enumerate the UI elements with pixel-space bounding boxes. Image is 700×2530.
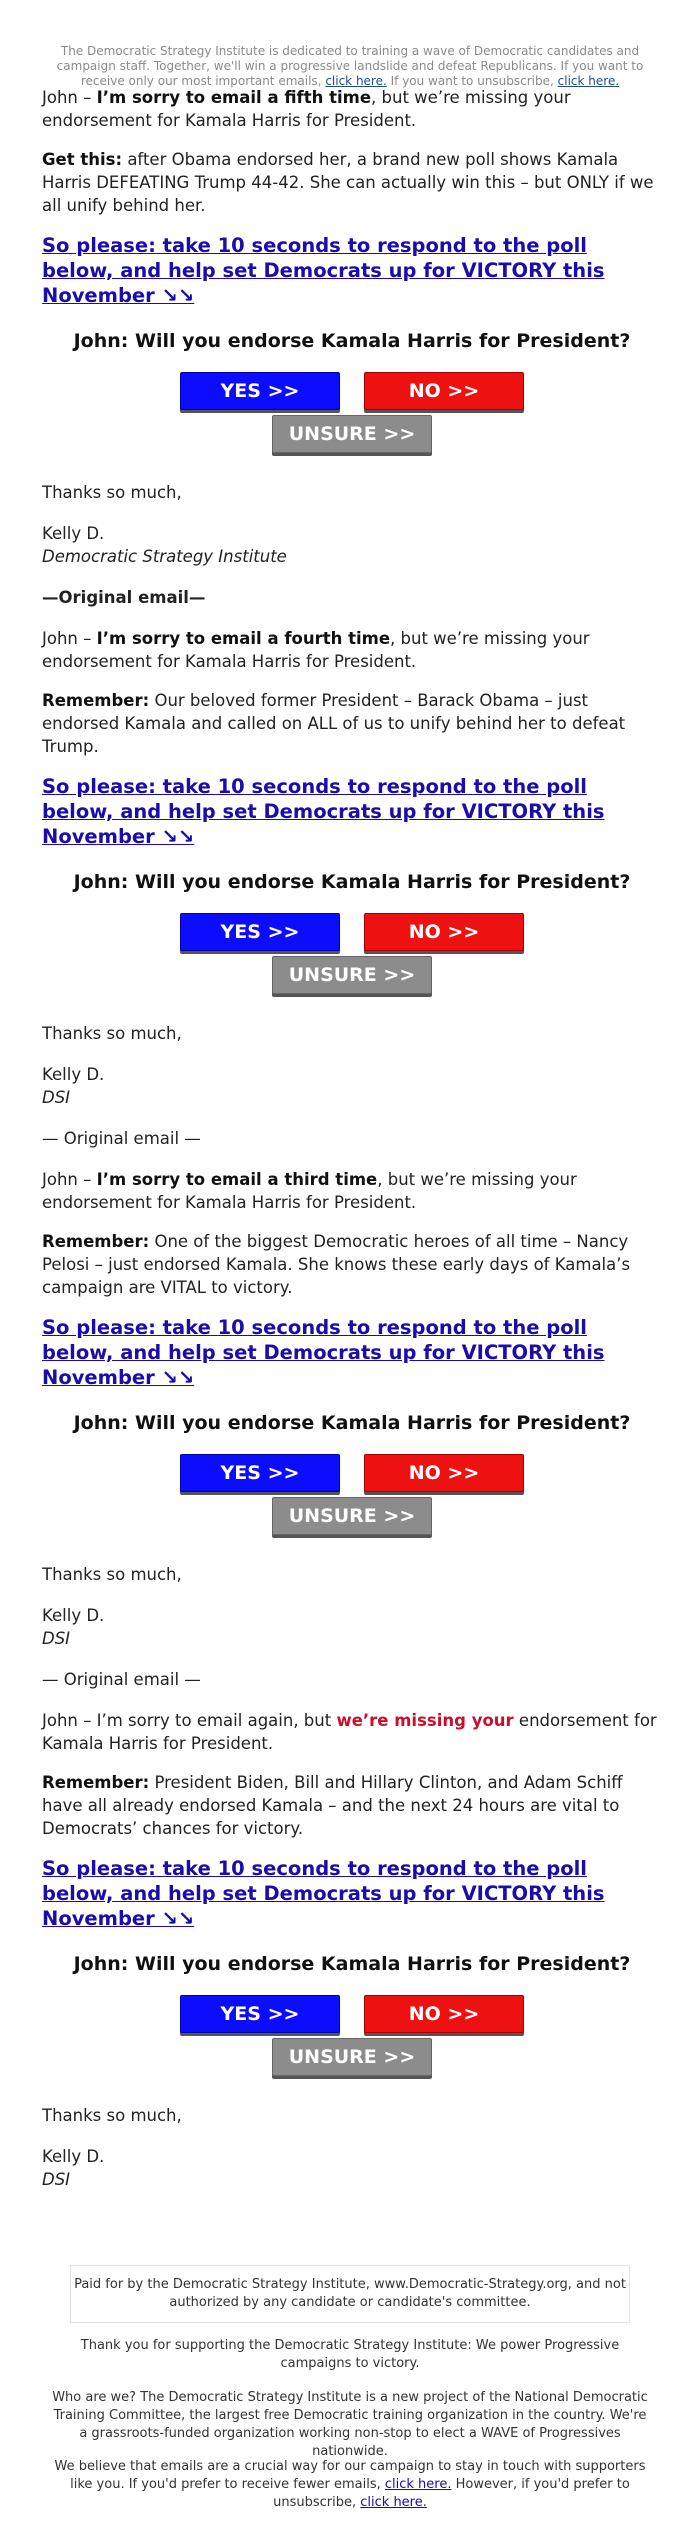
emphasis: I’m sorry to email a fifth time xyxy=(96,88,372,107)
emphasis: Get this: xyxy=(42,150,123,169)
signature-name: Kelly D. xyxy=(42,1065,105,1084)
original-email-divider: —Original email— xyxy=(42,588,206,607)
paid-for-disclaimer xyxy=(70,2265,630,2323)
signature-name: Kelly D. xyxy=(42,2147,105,2166)
signature-name: Kelly D. xyxy=(42,1606,105,1625)
emphasis: Remember: xyxy=(42,1773,150,1792)
emphasis: I’m sorry to email a fourth time xyxy=(96,629,391,648)
important-emails-link[interactable]: click here. xyxy=(325,74,387,88)
footer-pref-text: We believe that emails are a crucial way for our campaign to stay in touch with supporters like you. If you'd prefer to receive fewer emails, xyxy=(54,2459,646,2492)
poll-question: John: Will you endorse Kamala Harris for President? xyxy=(73,1412,631,1434)
intro-paragraph xyxy=(42,1709,662,1755)
yes-button[interactable]: YES >> xyxy=(180,913,340,951)
intro-paragraph xyxy=(42,1168,662,1214)
signoff: Thanks so much, xyxy=(42,1024,182,1043)
poll-question: John: Will you endorse Kamala Harris for President? xyxy=(73,871,631,893)
intro-paragraph xyxy=(42,627,662,673)
poll-question: John: Will you endorse Kamala Harris for President? xyxy=(73,330,631,352)
unsure-button[interactable]: UNSURE >> xyxy=(272,415,432,453)
text: , but we’re missing your endorsement for Kamala Harris for President. xyxy=(42,629,590,671)
unsure-button[interactable]: UNSURE >> xyxy=(272,2038,432,2076)
body-paragraph xyxy=(42,689,662,758)
emphasis: Remember: xyxy=(42,1232,150,1251)
footer-unsubscribe-link[interactable]: click here. xyxy=(360,2495,427,2510)
intro-paragraph xyxy=(42,86,662,132)
signature-name: Kelly D. xyxy=(42,524,105,543)
text: John – I’m sorry to email again, but xyxy=(42,1711,337,1730)
unsubscribe-link[interactable]: click here. xyxy=(557,74,620,88)
unsure-button[interactable]: UNSURE >> xyxy=(272,1497,432,1535)
signoff: Thanks so much, xyxy=(42,483,182,502)
footer-who-we-are: Who are we? The Democratic Strategy Institute is a new project of the National Democratic Training Committee, the largest free Democratic training organization in the country. We're a grassroots-funded organization working non-stop to elect a WAVE of Progressives nationwide. xyxy=(52,2390,648,2459)
no-button[interactable]: NO >> xyxy=(364,1454,524,1492)
text: , but we’re missing your endorsement for Kamala Harris for President. xyxy=(42,1170,577,1212)
poll-cta-link[interactable]: So please: take 10 seconds to respond to the poll below, and help set Democrats up for VICTORY this November ↘↘ xyxy=(42,1316,605,1389)
footer-email-preferences xyxy=(50,2458,650,2512)
footer-thanks: Thank you for supporting the Democratic Strategy Institute: We power Progressive campaigns to victory. xyxy=(80,2338,620,2371)
unsure-button[interactable]: UNSURE >> xyxy=(272,956,432,994)
paid-for-text: Paid for by the Democratic Strategy Institute, www.Democratic-Strategy.org, and not authorized by any candidate or candidate's committee. xyxy=(74,2277,626,2310)
email-body xyxy=(42,86,662,2209)
text: John – xyxy=(42,1170,97,1189)
signoff: Thanks so much, xyxy=(42,2106,182,2125)
poll-cta-link[interactable]: So please: take 10 seconds to respond to the poll below, and help set Democrats up for VICTORY this November ↘↘ xyxy=(42,775,605,848)
poll-buttons xyxy=(42,1454,662,1535)
text: Our beloved former President – Barack Obama – just endorsed Kamala and called on ALL of us to unify behind her to defeat Trump. xyxy=(42,691,626,756)
poll-question: John: Will you endorse Kamala Harris for President? xyxy=(73,1953,631,1975)
poll-buttons xyxy=(42,372,662,453)
footer-pref-text-2: However, if you'd prefer to unsubscribe, xyxy=(273,2477,630,2510)
body-paragraph xyxy=(42,1230,662,1299)
signature-org: DSI xyxy=(42,1088,71,1107)
text: endorsement for Kamala Harris for President. xyxy=(42,1711,657,1753)
no-button[interactable]: NO >> xyxy=(364,372,524,410)
poll-cta-link[interactable]: So please: take 10 seconds to respond to the poll below, and help set Democrats up for VICTORY this November ↘↘ xyxy=(42,234,605,307)
yes-button[interactable]: YES >> xyxy=(180,372,340,410)
fewer-emails-link[interactable]: click here. xyxy=(384,2477,452,2492)
original-email-divider: — Original email — xyxy=(42,1670,201,1689)
signature-org: DSI xyxy=(42,1629,71,1648)
poll-buttons xyxy=(42,913,662,994)
emphasis-red: we’re missing your xyxy=(336,1711,514,1730)
no-button[interactable]: NO >> xyxy=(364,913,524,951)
signature-org: DSI xyxy=(42,2170,71,2189)
preheader xyxy=(50,44,650,89)
emphasis: Remember: xyxy=(42,691,150,710)
signoff: Thanks so much, xyxy=(42,1565,182,1584)
no-button[interactable]: NO >> xyxy=(364,1995,524,2033)
signature-org: Democratic Strategy Institute xyxy=(42,547,287,566)
text: One of the biggest Democratic heroes of all time – Nancy Pelosi – just endorsed Kamala. She knows these early days of Kamala’s campaign are VITAL to victory. xyxy=(42,1232,631,1297)
text: President Biden, Bill and Hillary Clinton, and Adam Schiff have all already endorsed Kamala – and the next 24 hours are vital to Democrats’ chances for victory. xyxy=(42,1773,623,1838)
text: John – xyxy=(42,629,97,648)
body-paragraph xyxy=(42,148,662,217)
yes-button[interactable]: YES >> xyxy=(180,1454,340,1492)
text: , but we’re missing your endorsement for Kamala Harris for President. xyxy=(42,88,571,130)
poll-buttons xyxy=(42,1995,662,2076)
emphasis: I’m sorry to email a third time xyxy=(96,1170,378,1189)
text: John – xyxy=(42,88,97,107)
yes-button[interactable]: YES >> xyxy=(180,1995,340,2033)
preheader-text: The Democratic Strategy Institute is dedicated to training a wave of Democratic candidates and campaign staff. Together, we'll win a progressive landslide and defeat Republicans. If you want to receive only our most important emails, xyxy=(56,44,644,88)
original-email-divider: — Original email — xyxy=(42,1129,201,1148)
preheader-text-2: If you want to unsubscribe, xyxy=(386,74,554,88)
body-paragraph xyxy=(42,1771,662,1840)
poll-cta-link[interactable]: So please: take 10 seconds to respond to the poll below, and help set Democrats up for VICTORY this November ↘↘ xyxy=(42,1857,605,1930)
text: after Obama endorsed her, a brand new poll shows Kamala Harris DEFEATING Trump 44-42. She can actually win this – but ONLY if we all unify behind her. xyxy=(42,150,654,215)
